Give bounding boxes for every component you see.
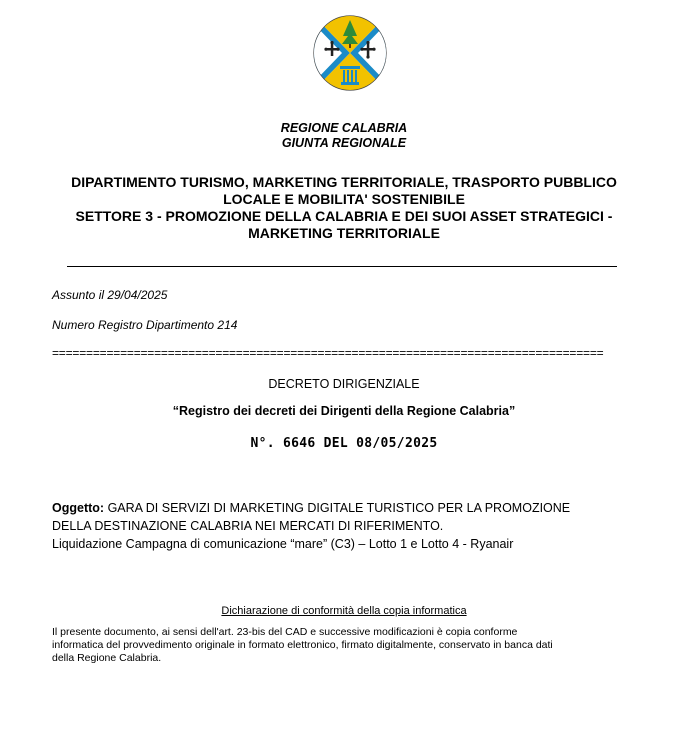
oggetto-label: Oggetto: bbox=[52, 501, 105, 515]
region-name: REGIONE CALABRIA bbox=[280, 121, 408, 135]
oggetto-section bbox=[52, 499, 632, 553]
region-heading bbox=[0, 121, 688, 151]
decree-registry: “Registro dei decreti dei Dirigenti della Regione Calabria” bbox=[172, 404, 516, 418]
oggetto-line-1: GARA DI SERVIZI DI MARKETING DIGITALE TURISTICO PER LA PROMOZIONE bbox=[107, 501, 571, 515]
conformity-text bbox=[52, 626, 632, 665]
oggetto-line-3: Liquidazione Campagna di comunicazione “mare” (C3) – Lotto 1 e Lotto 4 - Ryanair bbox=[52, 537, 514, 551]
decree-number: N°. 6646 DEL 08/05/2025 bbox=[250, 436, 438, 451]
conformity-line-3: della Regione Calabria. bbox=[52, 652, 162, 664]
equals-separator: ================================================================================= bbox=[52, 346, 604, 360]
sector-line-1: SETTORE 3 - PROMOZIONE DELLA CALABRIA E DEI SUOI ASSET STRATEGICI - bbox=[75, 208, 613, 224]
department-line-2: LOCALE E MOBILITA' SOSTENIBILE bbox=[223, 191, 465, 207]
registro-number: Numero Registro Dipartimento 214 bbox=[52, 318, 238, 332]
conformity-line-2: informatica del provvedimento originale in formato elettronico, firmato digitalmente, conservato in banca dati bbox=[52, 639, 553, 651]
regione-calabria-emblem-icon bbox=[312, 14, 388, 92]
assunto-date: Assunto il 29/04/2025 bbox=[52, 288, 168, 302]
oggetto-line-2: DELLA DESTINAZIONE CALABRIA NEI MERCATI DI RIFERIMENTO. bbox=[52, 519, 444, 533]
department-line-1: DIPARTIMENTO TURISMO, MARKETING TERRITORIALE, TRASPORTO PUBBLICO bbox=[71, 174, 617, 190]
conformity-title: Dichiarazione di conformità della copia informatica bbox=[221, 605, 467, 617]
decree-type: DECRETO DIRIGENZIALE bbox=[268, 377, 420, 391]
header-divider bbox=[67, 266, 617, 267]
department-heading bbox=[0, 174, 688, 242]
sector-line-2: MARKETING TERRITORIALE bbox=[248, 225, 440, 241]
conformity-line-1: Il presente documento, ai sensi dell'art. 23-bis del CAD e successive modificazioni è copia conforme bbox=[52, 626, 518, 638]
giunta-name: GIUNTA REGIONALE bbox=[281, 136, 407, 150]
